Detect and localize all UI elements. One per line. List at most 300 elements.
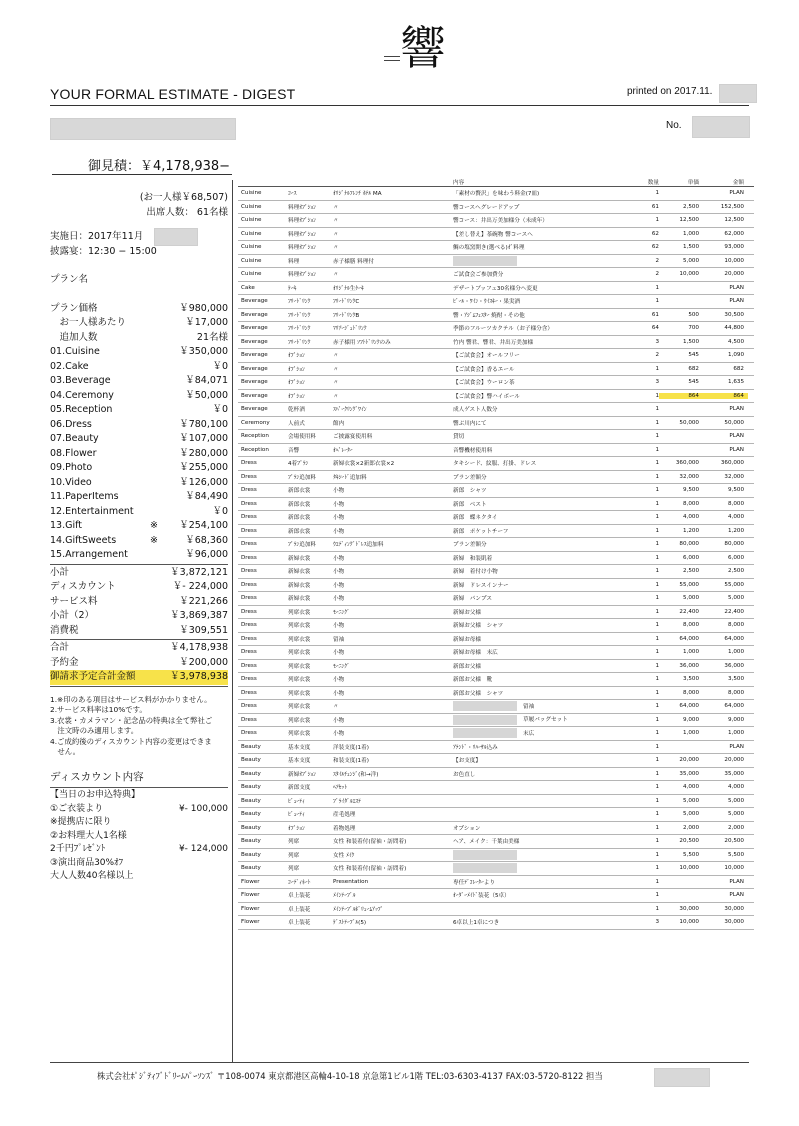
cell-category: Beverage	[241, 325, 268, 332]
cell-subcategory: 列席	[288, 839, 300, 846]
cell-qty: 1	[655, 500, 659, 507]
cell-item: 〃	[333, 204, 339, 211]
hibiki-logo	[378, 18, 448, 80]
cell-qty: 1	[655, 392, 659, 399]
cell-category: Flower	[241, 878, 260, 885]
cell-amount: 30,500	[724, 311, 744, 318]
cell-description: 新婦お母様	[453, 636, 481, 643]
cell-amount: 1,000	[727, 649, 744, 656]
redacted-name	[453, 715, 517, 725]
cell-unit-price: 36,000	[679, 662, 699, 669]
table-row	[238, 363, 754, 377]
cell-subcategory: 基本支度	[288, 758, 311, 765]
plan-item-right	[158, 345, 228, 360]
plan-item-value: ￥50,000	[185, 389, 228, 401]
cell-category: Beauty	[241, 838, 261, 845]
cell-amount: 64,000	[724, 703, 744, 710]
cell-category: Dress	[241, 554, 257, 561]
cell-item: 館内	[333, 420, 345, 427]
cell-item: ｽﾀｲﾙﾁｪﾝｼﾞ(和→洋)	[333, 771, 379, 778]
table-row	[238, 511, 754, 525]
cell-unit-price: 9,000	[682, 716, 699, 723]
plan-item	[50, 418, 228, 433]
plan-item-value: ￥254,100	[179, 520, 228, 531]
plan-item-label: 07.Beauty	[50, 433, 99, 444]
cell-subcategory: 列席衣裳	[288, 650, 311, 657]
cell-qty: 1	[655, 365, 659, 372]
cell-qty: 1	[655, 635, 659, 642]
table-row	[238, 660, 754, 674]
table-row	[238, 336, 754, 350]
cell-category: Beauty	[241, 757, 261, 764]
cell-category: Flower	[241, 892, 260, 899]
plan-item-label: 08.Flower	[50, 447, 97, 459]
plan-item-right	[158, 461, 228, 476]
redacted-contact-person	[654, 1068, 710, 1087]
cell-description: 新郎 ポケットチーフ	[453, 528, 509, 535]
plan-item-label: 09.Photo	[50, 462, 93, 473]
cell-item: ﾌﾘｰﾄﾞﾘﾝｸC	[333, 299, 360, 306]
cell-amount: 10,000	[724, 257, 744, 264]
printed-date: printed on 2017.11.	[627, 86, 713, 97]
cell-amount: PLAN	[729, 406, 744, 413]
cell-subcategory: ｺｰﾃﾞｨﾈｰﾄ	[288, 879, 311, 886]
cell-amount: PLAN	[729, 433, 744, 440]
discount-line	[50, 803, 228, 817]
cell-amount: 152,500	[720, 203, 744, 210]
cell-qty: 1	[655, 419, 659, 426]
discount-text: ①ご衣装より	[50, 803, 104, 814]
cell-amount: PLAN	[729, 190, 744, 197]
cell-amount: 30,000	[724, 905, 744, 912]
table-row	[238, 781, 754, 795]
table-row	[238, 295, 754, 309]
total-row	[50, 624, 228, 639]
cell-item: ﾒｲﾝﾃｰﾌﾞﾙ	[333, 893, 356, 900]
cell-description: 貸切	[453, 434, 465, 441]
cell-unit-price: 360,000	[675, 460, 699, 467]
grand-row	[50, 656, 228, 671]
cell-qty: 1	[655, 838, 659, 845]
note-line: 2.サービス料率は10%です。	[50, 705, 147, 714]
cell-item: 小物	[333, 582, 345, 589]
table-row	[238, 498, 754, 512]
table-row	[238, 214, 754, 228]
discount-text: 大人人数40名様以上	[50, 871, 134, 881]
header-rule	[50, 105, 749, 106]
table-row	[238, 201, 754, 215]
plan-item-label: プラン価格	[50, 302, 98, 314]
table-row	[238, 673, 754, 687]
discount-line	[50, 789, 228, 803]
cell-description-text: 留袖	[523, 703, 535, 710]
cell-description: 【ご試食会】響ハイボール	[453, 393, 521, 400]
table-row	[238, 633, 754, 647]
cell-subcategory: 列席衣裳	[288, 609, 311, 616]
table-body	[238, 187, 754, 930]
cell-category: Dress	[241, 689, 257, 696]
cell-amount: 360,000	[720, 460, 744, 467]
grand-row-label: 予約金	[50, 656, 79, 668]
plan-item	[50, 447, 228, 462]
discount-text: ③演出商品30%ｵﾌ	[50, 857, 124, 868]
discount-value: ¥- 100,000	[178, 803, 228, 814]
cell-description: 新婦 着付け小物	[453, 569, 498, 576]
cell-qty: 1	[655, 554, 659, 561]
cell-description: 【ご試食会】香るエール	[453, 366, 515, 373]
table-row	[238, 282, 754, 296]
cell-qty: 1	[655, 676, 659, 683]
table-row	[238, 322, 754, 336]
table-row	[238, 835, 754, 849]
cell-qty: 3	[655, 379, 659, 386]
cell-qty: 1	[655, 568, 659, 575]
plan-item-value: ￥84,071	[185, 375, 228, 386]
cell-description: ｱﾃﾝﾄﾞ・ﾘﾊｰｻﾙ込み	[453, 744, 498, 751]
cell-unit-price: 6,000	[682, 554, 699, 561]
cell-subcategory: ﾌﾟﾗﾝ追加料	[288, 542, 316, 549]
total-row-label: サービス料	[50, 595, 98, 607]
plan-item-value: ￥255,000	[179, 462, 228, 473]
cell-subcategory: ｵﾌﾟｼｮﾝ	[288, 353, 305, 360]
cell-description: ヘア、メイク：千葉由美様	[453, 839, 520, 846]
plan-item	[50, 360, 228, 375]
cell-description: デザートブッフェ30名様分へ変更	[453, 285, 538, 292]
cell-unit-price: 5,000	[682, 797, 699, 804]
cell-description: 新郎 シャツ	[453, 488, 487, 495]
cell-description: 【お支度】	[453, 758, 481, 765]
plan-item-right	[158, 418, 228, 433]
table-row	[238, 309, 754, 323]
cell-subcategory: 列席衣裳	[288, 677, 311, 684]
plan-item-right	[158, 374, 228, 389]
cell-amount: 20,000	[724, 271, 744, 278]
plan-item-label: 14.GiftSweets	[50, 534, 117, 546]
plan-item-right	[158, 302, 228, 317]
note-line: 4.ご成約後のディスカウント内容の変更はできま	[50, 736, 212, 746]
cell-amount: PLAN	[729, 878, 744, 885]
total-row	[50, 595, 228, 610]
cell-item: ﾓｰﾆﾝｸﾞ	[333, 609, 350, 616]
cell-category: Dress	[241, 635, 257, 642]
cell-qty: 1	[655, 406, 659, 413]
cell-description: 新婦 パンプス	[453, 596, 492, 603]
cell-unit-price: 80,000	[679, 541, 699, 548]
cell-description: 新婦 ドレスインナー	[453, 582, 509, 589]
cell-item: 女性 和装着付(留袖・訪問着)	[333, 866, 407, 873]
plan-item-label: 10.Video	[50, 476, 92, 488]
cell-item: 小物	[333, 488, 345, 495]
cell-amount: 5,000	[727, 595, 744, 602]
cell-description: オプション	[453, 825, 481, 832]
cell-item: 〃	[333, 380, 339, 387]
cell-category: Dress	[241, 703, 257, 710]
cell-unit-price: 2,500	[682, 568, 699, 575]
cell-item: 小物	[333, 555, 345, 562]
cell-item: 洋装支度(1着)	[333, 744, 369, 751]
grand-row	[50, 641, 228, 656]
cell-description: ｵｰﾀﾞｰﾒｲﾄﾞ装花（5卓）	[453, 893, 510, 900]
redacted-customer-name	[50, 118, 236, 140]
table-row	[238, 822, 754, 836]
plan-item-right	[158, 505, 228, 520]
cell-qty: 61	[651, 203, 659, 210]
cell-unit-price: 5,000	[682, 257, 699, 264]
cell-item: 〃	[333, 393, 339, 400]
plan-item-right	[158, 331, 228, 346]
cell-unit-price: 5,000	[682, 595, 699, 602]
cell-subcategory: 列席衣裳	[288, 704, 311, 711]
table-row	[238, 849, 754, 863]
cell-subcategory: 新婦ｵﾌﾟｼｮﾝ	[288, 771, 316, 778]
cell-item: ｹﾞｽﾄﾃｰﾌﾞﾙ(5)	[333, 920, 367, 927]
cell-description	[453, 701, 619, 711]
plan-item-right	[158, 447, 228, 462]
cell-unit-price: 682	[688, 365, 699, 372]
cell-unit-price: 8,000	[682, 622, 699, 629]
cell-category: Beauty	[241, 811, 261, 818]
cell-amount: 864	[699, 393, 748, 399]
discount-text: ※提携店に限り	[50, 817, 112, 827]
cell-description: 新郎お父様	[453, 663, 481, 670]
cell-category: Beauty	[241, 851, 261, 858]
cell-unit-price: 5,000	[682, 811, 699, 818]
cell-qty: 1	[655, 190, 659, 197]
plan-item-right	[158, 389, 228, 404]
cell-amount: 5,000	[727, 811, 744, 818]
cell-subcategory: 人前式	[288, 420, 305, 427]
table-row	[238, 700, 754, 714]
cell-amount: 12,500	[724, 217, 744, 224]
cell-unit-price: 4,000	[682, 784, 699, 791]
table-row	[238, 714, 754, 728]
plan-item	[50, 432, 228, 447]
cell-description: 【ご試食会】オールフリー	[453, 353, 520, 360]
cell-subcategory: 乾杯酒	[288, 407, 305, 414]
cell-qty: 3	[655, 338, 659, 345]
cell-item: 小物	[333, 569, 345, 576]
plan-item	[50, 519, 228, 534]
cell-qty: 1	[655, 689, 659, 696]
cell-description: 新婦お母様 末広	[453, 650, 498, 657]
plan-item-right	[150, 534, 228, 549]
billing-total-value: ￥3,978,938	[170, 671, 228, 682]
cell-qty: 1	[655, 284, 659, 291]
cell-description: 新郎 ベスト	[453, 501, 487, 508]
cell-unit-price: 1,500	[682, 244, 699, 251]
summary-panel	[50, 185, 228, 884]
cell-amount: PLAN	[729, 743, 744, 750]
table-row	[238, 471, 754, 485]
discount-line	[50, 843, 228, 857]
cell-unit-price: 50,000	[679, 419, 699, 426]
plan-item-value: ￥980,000	[179, 302, 228, 314]
plan-item	[50, 548, 228, 563]
cell-amount: 36,000	[724, 662, 744, 669]
plan-item	[50, 345, 228, 360]
cell-item: ﾍｱｾｯﾄ	[333, 785, 347, 792]
cell-unit-price: 500	[688, 311, 699, 318]
cell-subcategory: 新郎衣裳	[288, 488, 311, 495]
cell-item: 赤子様膳 料理付	[333, 258, 374, 265]
cell-description	[453, 715, 619, 725]
table-row	[238, 768, 754, 782]
cell-item: 〃	[333, 218, 339, 225]
cell-subcategory: 列席	[288, 866, 300, 873]
header-amount: 金額	[732, 180, 744, 186]
cell-qty: 1	[655, 757, 659, 764]
cell-qty: 1	[655, 703, 659, 710]
cell-qty: 2	[655, 352, 659, 359]
cell-unit-price: 2,000	[682, 824, 699, 831]
table-row	[238, 592, 754, 606]
table-row	[238, 430, 754, 444]
cell-qty: 1	[655, 743, 659, 750]
discount-line	[50, 816, 228, 830]
notes	[50, 695, 228, 758]
header-unit: 単価	[687, 180, 699, 186]
cell-qty: 1	[655, 622, 659, 629]
plan-items	[50, 302, 228, 563]
cell-item: ｳｴﾃﾞｨﾝｸﾞﾄﾞﾚｽ追加料	[333, 542, 384, 549]
cell-description: 響コースへグレードアップ	[453, 204, 520, 211]
plan-item-label: 06.Dress	[50, 418, 92, 430]
cell-item: 〃	[333, 245, 339, 252]
cell-category: Dress	[241, 595, 257, 602]
cell-description: 新婦お父様	[453, 609, 481, 616]
event-date-text: 実施日：2017年11月	[50, 231, 144, 242]
cell-description: 【ご試食会】ウーロン茶	[453, 380, 515, 387]
cell-unit-price: 30,000	[679, 905, 699, 912]
cell-description: 専任ﾃﾞｺﾚｰﾀｰより	[453, 879, 495, 886]
cell-qty: 1	[655, 784, 659, 791]
cell-unit-price: 1,000	[682, 230, 699, 237]
cell-subcategory: ﾌﾘｰﾄﾞﾘﾝｸ	[288, 312, 311, 319]
cell-unit-price: 64,000	[679, 635, 699, 642]
cell-category: Cake	[241, 284, 255, 291]
cell-item: ﾌﾘｰﾄﾞﾘﾝｸB	[333, 312, 360, 319]
plan-item-label: 15.Arrangement	[50, 549, 128, 560]
cell-unit-price: 32,000	[679, 473, 699, 480]
note-line: 注文時のみ適用します。	[50, 726, 139, 735]
cell-qty: 1	[655, 581, 659, 588]
cell-amount: 8,000	[727, 689, 744, 696]
cell-category: Dress	[241, 568, 257, 575]
cell-amount: 35,000	[724, 770, 744, 777]
column-divider	[232, 180, 233, 1062]
cell-unit-price: 9,500	[682, 487, 699, 494]
cell-qty: 1	[655, 527, 659, 534]
redacted-date-day	[154, 228, 198, 246]
cell-qty: 1	[655, 824, 659, 831]
plan-item	[50, 316, 228, 331]
cell-amount: 10,000	[724, 865, 744, 872]
table-row	[238, 876, 754, 890]
cell-subcategory: 卓上装花	[288, 906, 311, 913]
cell-item: 赤子様用 ｿﾌﾄﾄﾞﾘﾝｸのみ	[333, 339, 391, 346]
cell-unit-price: 10,000	[679, 865, 699, 872]
plan-item-right	[158, 548, 228, 563]
table-row	[238, 687, 754, 701]
discount-value: ¥- 124,000	[178, 844, 228, 854]
cell-description: ﾋﾞｰﾙ・ﾜｲﾝ・ｳｲｽｷｰ・果実酒	[453, 299, 521, 306]
cell-unit-price: 1,500	[682, 338, 699, 345]
cell-unit-price: 5,500	[682, 851, 699, 858]
cell-unit-price: 20,500	[679, 838, 699, 845]
cell-category: Cuisine	[241, 271, 262, 278]
plan-item-label: 03.Beverage	[50, 375, 111, 386]
cell-item: ｽﾊﾟｰｸﾘﾝｸﾞﾜｲﾝ	[333, 407, 367, 414]
cell-subcategory: ﾋﾞｭｰﾃｨ	[288, 812, 305, 819]
cell-unit-price: 64,000	[679, 703, 699, 710]
table-row	[238, 889, 754, 903]
cell-qty: 1	[655, 716, 659, 723]
total-row	[50, 580, 228, 595]
cell-category: Dress	[241, 541, 257, 548]
cell-item: 小物	[333, 677, 345, 684]
cell-subcategory: ｵﾌﾟｼｮﾝ	[288, 380, 305, 387]
cell-category: Beverage	[241, 379, 268, 386]
total-row	[50, 609, 228, 624]
plan-item-value: ￥17,000	[185, 317, 228, 328]
table-row	[238, 903, 754, 917]
cell-category: Beverage	[241, 352, 268, 359]
cell-category: Beauty	[241, 824, 261, 831]
cell-description-text: 草履バッグセット	[523, 717, 568, 724]
subtotal-rule	[50, 564, 228, 565]
table-row	[238, 457, 754, 471]
cell-description-text: 末広	[523, 730, 535, 737]
attendee-count: 出席人数： 61名様	[146, 206, 228, 218]
plan-item	[50, 389, 228, 404]
redacted-number	[692, 116, 750, 138]
cell-category: Reception	[241, 433, 269, 440]
redacted-name	[453, 256, 517, 266]
grand-rule	[50, 639, 228, 640]
grand-row-value: ￥200,000	[179, 656, 228, 668]
cell-item: ﾀｷｼｰﾄﾞ追加料	[333, 474, 367, 481]
header-content: 内容	[453, 180, 465, 186]
company-footer: 株式会社ﾎﾟｼﾞﾃｨﾌﾞﾄﾞﾘｰﾑﾊﾟｰｿﾝｽﾞ 〒108-0074 東京都港区高輪4-10-18 京急第1ビル1階 TEL:03-6303-4137 FAX:03-5720-8122 担当	[97, 1071, 603, 1081]
plan-item	[50, 476, 228, 491]
cell-amount: 4,000	[727, 784, 744, 791]
cell-item: 小物	[333, 717, 345, 724]
cell-subcategory: 列席衣裳	[288, 663, 311, 670]
cell-unit-price: 2,500	[682, 203, 699, 210]
cell-category: Dress	[241, 473, 257, 480]
cell-item: 〃	[333, 704, 339, 711]
cell-qty: 1	[655, 905, 659, 912]
cell-subcategory: 料理	[288, 258, 300, 265]
cell-amount: 682	[733, 365, 744, 372]
cell-amount: 44,800	[724, 325, 744, 332]
cell-qty: 64	[651, 325, 659, 332]
total-row-value: ￥221,266	[179, 595, 228, 607]
cell-category: Cuisine	[241, 217, 262, 224]
cell-amount: 1,090	[727, 352, 744, 359]
cell-item: ご披露宴使用料	[333, 434, 373, 441]
cell-category: Beauty	[241, 784, 261, 791]
cell-qty: 1	[655, 298, 659, 305]
cell-category: Cuisine	[241, 244, 262, 251]
cell-description: ご試食会ご参加費分	[453, 272, 504, 279]
cell-subcategory: 新郎衣裳	[288, 501, 311, 508]
plan-item-value: ￥0	[212, 505, 228, 517]
cell-unit-price: 4,000	[682, 514, 699, 521]
cell-amount: 62,000	[724, 230, 744, 237]
cell-amount: 30,000	[724, 919, 744, 926]
table-row	[238, 646, 754, 660]
